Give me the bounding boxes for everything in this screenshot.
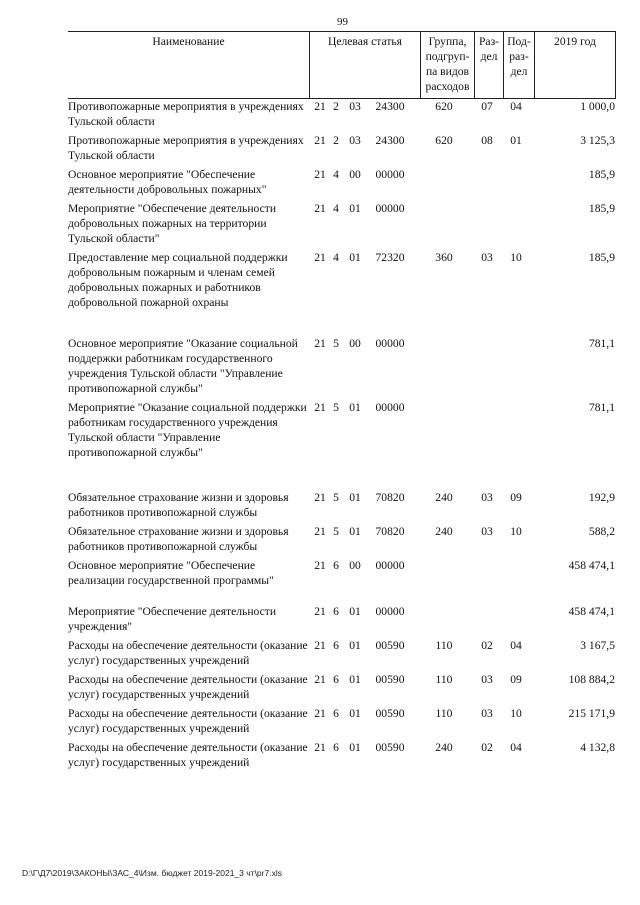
row-code-part-1: 21 bbox=[314, 707, 326, 720]
row-code-part-1: 21 bbox=[314, 605, 326, 618]
header-year: 2019 год bbox=[534, 32, 616, 98]
table-row bbox=[68, 638, 616, 668]
row-code-part-4: 00000 bbox=[375, 202, 405, 215]
table-header bbox=[68, 31, 616, 99]
row-amount: 3 167,5 bbox=[580, 639, 615, 652]
row-code-part-1: 21 bbox=[314, 337, 326, 350]
row-code-part-3: 01 bbox=[349, 639, 361, 652]
row-code-part-4: 00590 bbox=[375, 639, 405, 652]
table-row bbox=[68, 133, 616, 163]
row-code-part-3: 01 bbox=[349, 251, 361, 264]
row-code-part-3: 00 bbox=[349, 168, 361, 181]
row-expense-group: 110 bbox=[435, 639, 453, 652]
row-name: Основное мероприятие "Обеспечение реализации государственной программы" bbox=[68, 559, 274, 587]
row-code-part-3: 01 bbox=[349, 491, 361, 504]
row-amount: 781,1 bbox=[588, 337, 615, 350]
row-code-part-1: 21 bbox=[314, 491, 326, 504]
row-code-part-4: 00000 bbox=[375, 337, 405, 350]
row-subsection: 04 bbox=[510, 639, 522, 652]
row-expense-group: 240 bbox=[435, 491, 453, 504]
table-row bbox=[68, 604, 616, 634]
table-row bbox=[68, 400, 616, 460]
row-name: Основное мероприятие "Оказание социальной поддержки работникам государственного учреждения Тульской области "Управление противопожарной службы" bbox=[68, 337, 298, 395]
row-section: 02 bbox=[481, 741, 493, 754]
table-row bbox=[68, 201, 616, 246]
row-code-part-4: 00590 bbox=[375, 741, 405, 754]
row-code-part-4: 70820 bbox=[375, 491, 405, 504]
row-section: 03 bbox=[481, 251, 493, 264]
row-expense-group: 110 bbox=[435, 707, 453, 720]
row-amount: 3 125,3 bbox=[580, 134, 615, 147]
row-expense-group: 360 bbox=[435, 251, 453, 264]
row-name: Расходы на обеспечение деятельности (оказание услуг) государственных учреждений bbox=[68, 673, 308, 701]
row-subsection: 09 bbox=[510, 673, 522, 686]
row-code-part-3: 03 bbox=[349, 100, 361, 113]
table-row bbox=[68, 672, 616, 702]
table-row bbox=[68, 99, 616, 129]
row-section: 07 bbox=[481, 100, 493, 113]
row-code-part-2: 5 bbox=[333, 337, 339, 350]
row-code-part-1: 21 bbox=[314, 741, 326, 754]
header-target-article: Целевая статья bbox=[309, 32, 420, 98]
row-amount: 108 884,2 bbox=[568, 673, 615, 686]
table-row bbox=[68, 740, 616, 770]
row-code-part-2: 2 bbox=[333, 100, 339, 113]
row-code-part-2: 6 bbox=[333, 639, 339, 652]
row-code-part-3: 01 bbox=[349, 707, 361, 720]
row-section: 03 bbox=[481, 673, 493, 686]
row-amount: 781,1 bbox=[588, 401, 615, 414]
row-code-part-2: 4 bbox=[333, 202, 339, 215]
row-code-part-4: 24300 bbox=[375, 100, 405, 113]
row-code-part-2: 5 bbox=[333, 491, 339, 504]
row-code-part-4: 00590 bbox=[375, 707, 405, 720]
row-subsection: 10 bbox=[510, 251, 522, 264]
row-code-part-2: 6 bbox=[333, 559, 339, 572]
row-code-part-4: 00000 bbox=[375, 605, 405, 618]
row-code-part-2: 6 bbox=[333, 673, 339, 686]
row-code-part-2: 6 bbox=[333, 707, 339, 720]
row-expense-group: 240 bbox=[435, 741, 453, 754]
table-row bbox=[68, 336, 616, 396]
row-code-part-4: 24300 bbox=[375, 134, 405, 147]
row-code-part-1: 21 bbox=[314, 673, 326, 686]
row-code-part-2: 5 bbox=[333, 401, 339, 414]
row-expense-group: 240 bbox=[435, 525, 453, 538]
row-code-part-3: 00 bbox=[349, 559, 361, 572]
header-expense-group: Группа, подгруп-па видов расходов bbox=[420, 32, 474, 98]
row-subsection: 10 bbox=[510, 525, 522, 538]
row-amount: 215 171,9 bbox=[568, 707, 615, 720]
row-expense-group: 620 bbox=[435, 100, 453, 113]
header-section: Раз-дел bbox=[474, 32, 503, 98]
table-row bbox=[68, 167, 616, 197]
row-section: 03 bbox=[481, 707, 493, 720]
row-subsection: 10 bbox=[510, 707, 522, 720]
row-code-part-2: 4 bbox=[333, 251, 339, 264]
header-name: Наименование bbox=[152, 35, 225, 48]
row-name: Предоставление мер социальной поддержки добровольным пожарным и членам семей добровольных пожарных и работников добровольной пожарной охраны bbox=[68, 251, 288, 309]
row-code-part-4: 00000 bbox=[375, 168, 405, 181]
row-section: 02 bbox=[481, 639, 493, 652]
row-amount: 458 474,1 bbox=[568, 605, 615, 618]
row-amount: 192,9 bbox=[588, 491, 615, 504]
row-name: Обязательное страхование жизни и здоровья работников противопожарной службы bbox=[68, 525, 289, 553]
row-code-part-3: 01 bbox=[349, 741, 361, 754]
row-code-part-2: 5 bbox=[333, 525, 339, 538]
table-body bbox=[68, 99, 616, 774]
row-code-part-4: 00000 bbox=[375, 559, 405, 572]
row-amount: 588,2 bbox=[588, 525, 615, 538]
row-code-part-1: 21 bbox=[314, 168, 326, 181]
row-code-part-1: 21 bbox=[314, 134, 326, 147]
row-code-part-3: 00 bbox=[349, 337, 361, 350]
row-subsection: 01 bbox=[510, 134, 522, 147]
row-code-part-3: 01 bbox=[349, 525, 361, 538]
row-code-part-4: 00590 bbox=[375, 673, 405, 686]
row-code-part-1: 21 bbox=[314, 251, 326, 264]
row-amount: 458 474,1 bbox=[568, 559, 615, 572]
row-code-part-2: 4 bbox=[333, 168, 339, 181]
row-code-part-1: 21 bbox=[314, 639, 326, 652]
row-code-part-3: 01 bbox=[349, 605, 361, 618]
row-code-part-1: 21 bbox=[314, 202, 326, 215]
row-amount: 185,9 bbox=[588, 202, 615, 215]
row-code-part-2: 6 bbox=[333, 741, 339, 754]
row-name: Мероприятие "Оказание социальной поддержки работникам государственного учреждения Тульской области "Управление противопожарной службы" bbox=[68, 401, 307, 459]
row-code-part-4: 72320 bbox=[375, 251, 405, 264]
row-section: 03 bbox=[481, 491, 493, 504]
row-subsection: 04 bbox=[510, 100, 522, 113]
row-name: Расходы на обеспечение деятельности (оказание услуг) государственных учреждений bbox=[68, 741, 308, 769]
row-code-part-1: 21 bbox=[314, 559, 326, 572]
row-name: Противопожарные мероприятия в учреждениях Тульской области bbox=[68, 100, 304, 128]
row-code-part-3: 01 bbox=[349, 673, 361, 686]
row-section: 03 bbox=[481, 525, 493, 538]
row-name: Мероприятие "Обеспечение деятельности учреждения" bbox=[68, 605, 277, 633]
row-name: Расходы на обеспечение деятельности (оказание услуг) государственных учреждений bbox=[68, 639, 308, 667]
row-name: Расходы на обеспечение деятельности (оказание услуг) государственных учреждений bbox=[68, 707, 308, 735]
row-code-part-4: 70820 bbox=[375, 525, 405, 538]
row-code-part-1: 21 bbox=[314, 401, 326, 414]
row-subsection: 09 bbox=[510, 491, 522, 504]
row-amount: 185,9 bbox=[588, 168, 615, 181]
row-code-part-3: 01 bbox=[349, 202, 361, 215]
table-row bbox=[68, 524, 616, 554]
row-subsection: 04 bbox=[510, 741, 522, 754]
file-path-footer: D:\Г\Д7\2019\ЗАКОНЫ\ЗАС_4\Изм. бюджет 2019-2021_3 чт\pr7.xls bbox=[22, 868, 282, 878]
row-name: Обязательное страхование жизни и здоровья работников противопожарной службы bbox=[68, 491, 289, 519]
row-code-part-4: 00000 bbox=[375, 401, 405, 414]
row-code-part-2: 2 bbox=[333, 134, 339, 147]
row-code-part-1: 21 bbox=[314, 100, 326, 113]
row-section: 08 bbox=[481, 134, 493, 147]
row-expense-group: 110 bbox=[435, 673, 453, 686]
row-amount: 1 000,0 bbox=[580, 100, 615, 113]
row-name: Мероприятие "Обеспечение деятельности добровольных пожарных на территории Тульской области" bbox=[68, 202, 277, 245]
row-expense-group: 620 bbox=[435, 134, 453, 147]
table-row bbox=[68, 706, 616, 736]
table-row bbox=[68, 250, 616, 310]
header-subsection: Под-раз-дел bbox=[503, 32, 534, 98]
row-name: Противопожарные мероприятия в учреждениях Тульской области bbox=[68, 134, 304, 162]
row-code-part-3: 01 bbox=[349, 401, 361, 414]
table-row bbox=[68, 490, 616, 520]
row-name: Основное мероприятие "Обеспечение деятельности добровольных пожарных" bbox=[68, 168, 267, 196]
row-code-part-1: 21 bbox=[314, 525, 326, 538]
page-number: 99 bbox=[337, 16, 348, 28]
row-amount: 4 132,8 bbox=[580, 741, 615, 754]
table-row bbox=[68, 558, 616, 588]
row-amount: 185,9 bbox=[588, 251, 615, 264]
row-code-part-2: 6 bbox=[333, 605, 339, 618]
row-code-part-3: 03 bbox=[349, 134, 361, 147]
